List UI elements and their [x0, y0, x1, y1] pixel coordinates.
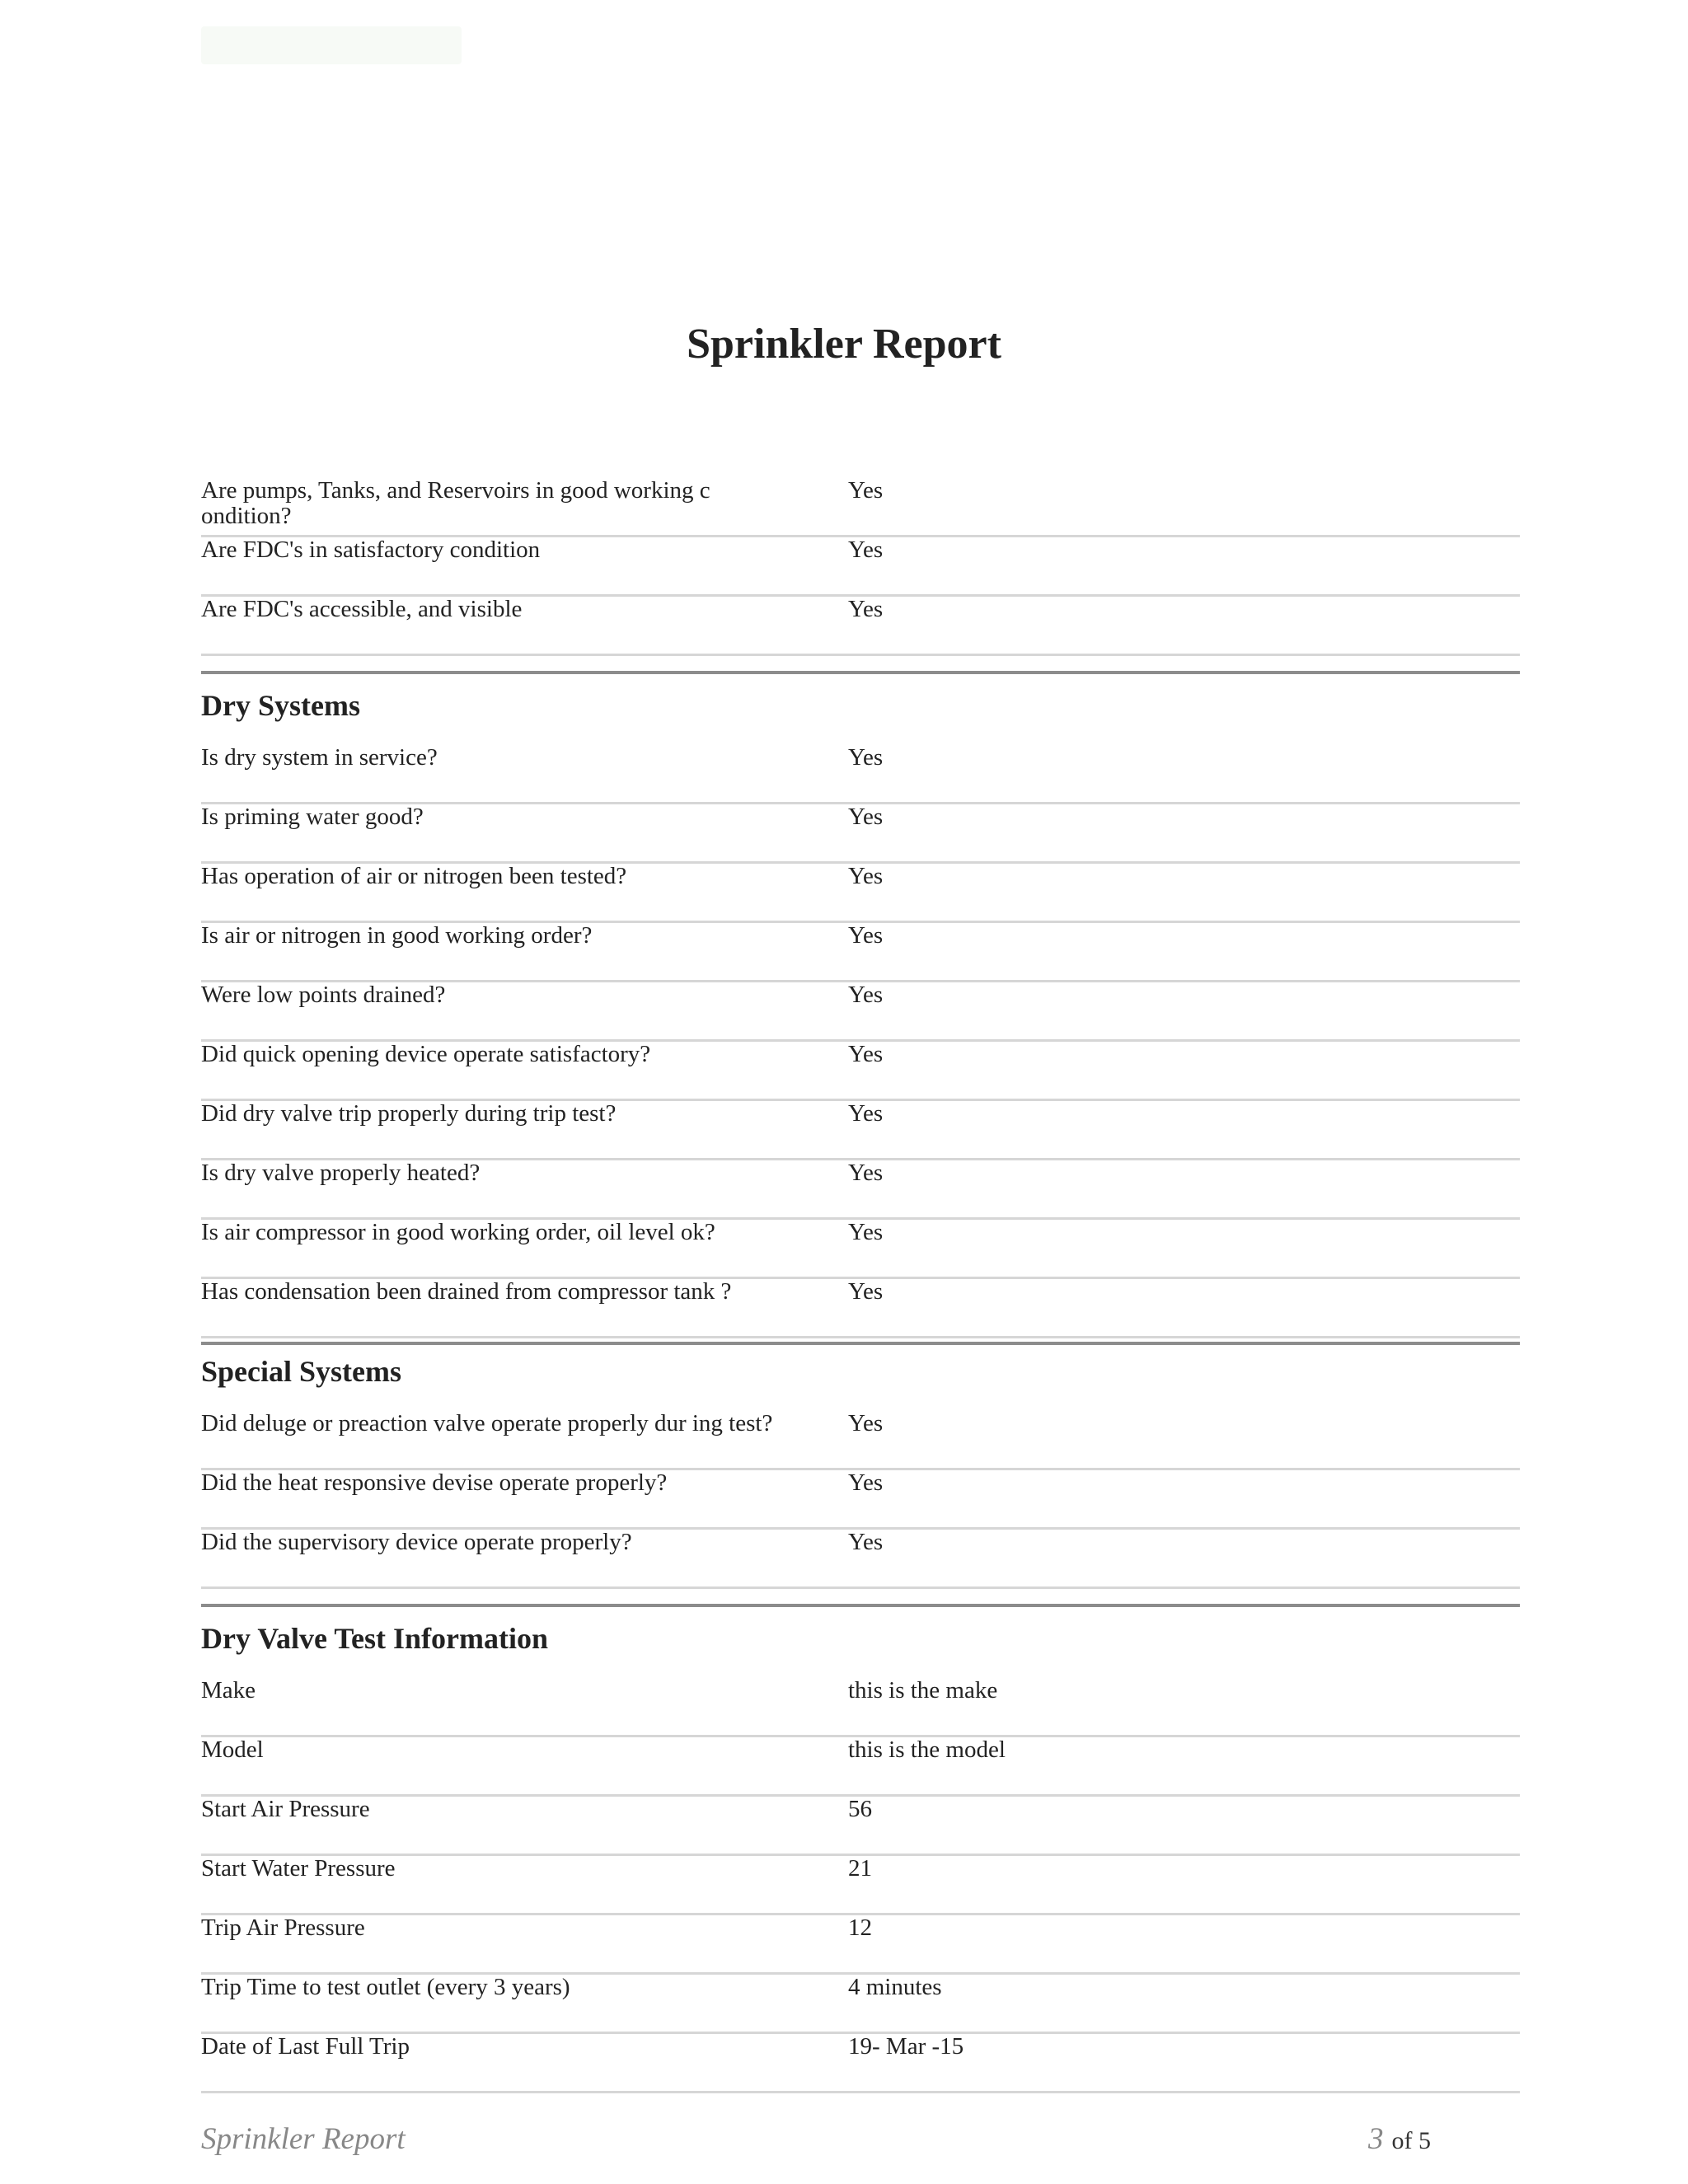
question-text: Did quick opening device operate satisfactory?: [201, 1041, 651, 1067]
field-value: 12: [848, 1915, 872, 1941]
section-divider: [201, 1342, 1520, 1345]
report-row: [201, 1101, 1520, 1160]
report-row: [201, 1797, 1520, 1856]
report-row: [201, 982, 1520, 1042]
answer-value: Yes: [848, 1278, 884, 1305]
field-label: Start Water Pressure: [201, 1855, 396, 1882]
field-label: Trip Time to test outlet (every 3 years): [201, 1974, 570, 2000]
question-text: Is air compressor in good working order, oil level ok?: [201, 1219, 715, 1245]
page-indicator: [1368, 2121, 1431, 2157]
report-row: [201, 1975, 1520, 2034]
section-divider: [201, 1604, 1520, 1607]
answer-value: Yes: [848, 744, 884, 771]
question-text: Is air or nitrogen in good working order?: [201, 922, 593, 949]
report-row: [201, 1279, 1520, 1338]
field-label: Start Air Pressure: [201, 1796, 370, 1822]
report-row: [201, 804, 1520, 864]
section-heading: Dry Valve Test Information: [201, 1622, 549, 1655]
answer-value: Yes: [848, 804, 884, 830]
field-value: 21: [848, 1855, 872, 1882]
field-label: Trip Air Pressure: [201, 1915, 365, 1941]
answer-value: Yes: [848, 477, 884, 504]
section-dry-valve-test: [201, 1604, 1520, 2093]
answer-value: Yes: [848, 1100, 884, 1127]
answer-value: Yes: [848, 1041, 884, 1067]
question-text: Did the heat responsive devise operate properly?: [201, 1469, 668, 1496]
report-row: [201, 537, 1520, 597]
field-value: this is the model: [848, 1736, 1006, 1763]
report-row: [201, 1220, 1520, 1279]
question-text: Are FDC's in satisfactory condition: [201, 537, 541, 563]
report-row: [201, 478, 1520, 537]
question-text: Has condensation been drained from compressor tank ?: [201, 1278, 732, 1305]
report-row: [201, 864, 1520, 923]
section-general: [201, 478, 1520, 656]
question-text: Has operation of air or nitrogen been tested?: [201, 863, 627, 889]
question-text: Did the supervisory device operate properly?: [201, 1529, 632, 1555]
report-row: [201, 1042, 1520, 1101]
field-value: this is the make: [848, 1677, 998, 1704]
answer-value: Yes: [848, 537, 884, 563]
answer-value: Yes: [848, 1469, 884, 1496]
report-row: [201, 1856, 1520, 1915]
question-text: Is dry valve properly heated?: [201, 1160, 481, 1186]
field-value: 4 minutes: [848, 1974, 942, 2000]
answer-value: Yes: [848, 982, 884, 1008]
section-dry-systems: [201, 671, 1520, 1338]
section-heading: Special Systems: [201, 1355, 401, 1388]
report-row: [201, 1678, 1520, 1737]
question-text: Is dry system in service?: [201, 744, 438, 771]
answer-value: Yes: [848, 1410, 884, 1436]
field-label: Make: [201, 1677, 256, 1704]
question-text: Are FDC's accessible, and visible: [201, 596, 523, 622]
report-row: [201, 923, 1520, 982]
answer-value: Yes: [848, 1219, 884, 1245]
report-row: [201, 2034, 1520, 2093]
report-content: [201, 478, 1520, 2093]
section-heading: Dry Systems: [201, 689, 360, 722]
question-text: Were low points drained?: [201, 982, 446, 1008]
page-total: of 5: [1391, 2127, 1431, 2154]
answer-value: Yes: [848, 922, 884, 949]
field-label: Date of Last Full Trip: [201, 2033, 410, 2060]
answer-value: Yes: [848, 596, 884, 622]
section-special-systems: [201, 1342, 1520, 1589]
footer-title: Sprinkler Report: [201, 2122, 406, 2156]
question-text: Did dry valve trip properly during trip test?: [201, 1100, 617, 1127]
field-label: Model: [201, 1736, 264, 1763]
report-row: [201, 597, 1520, 656]
report-row: [201, 745, 1520, 804]
question-text: Did deluge or preaction valve operate properly dur ing test?: [201, 1410, 773, 1436]
page-number: 3: [1368, 2122, 1384, 2156]
question-text: Are pumps, Tanks, and Reservoirs in good working c ondition?: [201, 477, 710, 529]
report-row: [201, 1530, 1520, 1589]
section-divider: [201, 671, 1520, 674]
page-title: Sprinkler Report: [687, 321, 1001, 368]
report-row: [201, 1160, 1520, 1220]
report-row: [201, 1411, 1520, 1470]
question-text: Is priming water good?: [201, 804, 424, 830]
field-value: 19- Mar -15: [848, 2033, 964, 2060]
report-row: [201, 1470, 1520, 1530]
answer-value: Yes: [848, 863, 884, 889]
report-row: [201, 1737, 1520, 1797]
report-row: [201, 1915, 1520, 1975]
answer-value: Yes: [848, 1160, 884, 1186]
header-logo-placeholder: [201, 26, 462, 64]
answer-value: Yes: [848, 1529, 884, 1555]
field-value: 56: [848, 1796, 872, 1822]
